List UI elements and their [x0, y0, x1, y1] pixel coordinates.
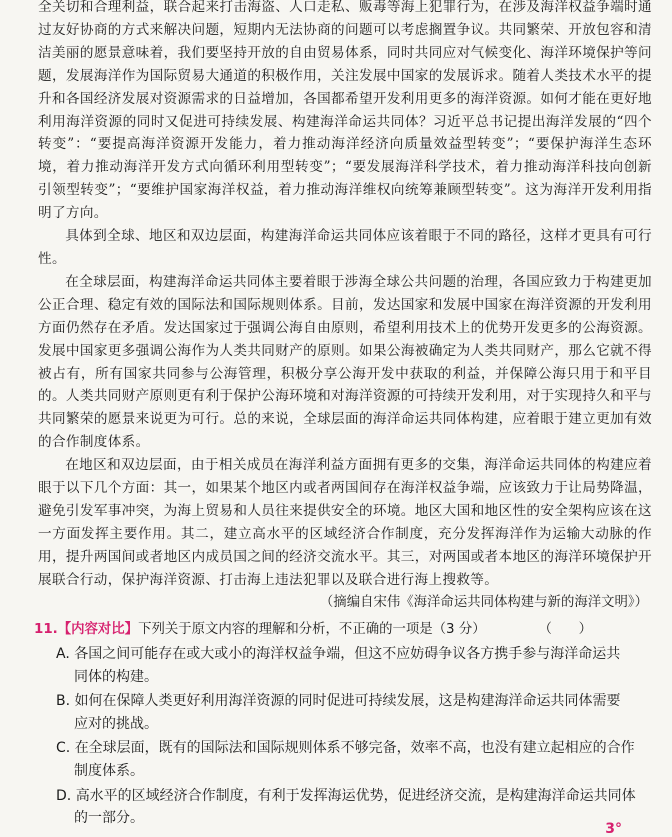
text-line: 在全球层面，构建海洋命运共同体主要着眼于涉海全球公共问题的治理，各国应致力于构建: [65, 273, 625, 290]
option-text-cont: 的一部分。: [74, 810, 144, 827]
text-line: 更加公正合理、稳定有效的国际法和国际规则体系。目前，发达国家和发展中国家在海洋资源的: [38, 273, 652, 313]
text-line: “要保护海洋生态环境，着力推动海洋开发方式向循环利用型转变”；“要发展海洋科学技术，着力: [38, 136, 652, 176]
text-line: 局势降温，避免引发军事冲突，为海上贸易和人员往来提供安全的环境。地区大国和地区性的: [38, 480, 652, 519]
option-label: B.: [56, 693, 75, 710]
text-line: 推动海洋科技向创新引领型转变”；“要维护国家海洋权益，着力推动海洋维权向统筹兼顾型转: [38, 159, 652, 199]
text-line: 建应着眼于以下几个方面：其一，如果某个地区内或者两国间存在海洋权益争端，应该致力于让: [38, 457, 652, 497]
option-label: C.: [56, 740, 75, 757]
paragraph-1: [38, 0, 652, 225]
option-text: 各国之间可能存在或大或小的海洋权益争端，但这不应妨碍争议各方携手参与海洋命运共: [74, 646, 621, 662]
option-d[interactable]: [38, 785, 650, 830]
text-line: 容和清洁美丽的愿景意味着，我们要坚持开放的自由贸易体系，同时共同应对气候变化、海洋环境: [38, 21, 652, 61]
text-line: 的公海资源。发展中国家更多强调公海作为人类共同财产的原则。如果公海被确定为人类共同: [38, 319, 652, 359]
answer-blank[interactable]: （ ）: [538, 622, 592, 637]
option-text: 如何在保障人类更好利用海洋资源的同时促进可持续发展，这是构建海洋命运共同体需要: [74, 693, 621, 710]
option-b[interactable]: [38, 690, 650, 735]
paragraph-2: [38, 225, 652, 271]
paragraph-4: [38, 454, 652, 591]
question-number: 11.: [34, 622, 58, 637]
option-text: 在全球层面，既有的国际法和国际规则体系不够完备，效率不高，也没有建立起相应的合作: [74, 740, 635, 757]
text-line: 开发利用方面仍然存在矛盾。发达国家过于强调公海自由原则，希望利用技术上的优势开发更多: [38, 296, 652, 336]
option-text-cont: 制度体系。: [74, 762, 144, 779]
text-line: 或者本地区的海洋环境保护开展联合行动，保护海洋资源、打击海上违法犯罪以及联合进行海: [38, 548, 652, 588]
text-line: 在地区和双边层面，由于相关成员在海洋利益方面拥有更多的交集，海洋命运共同体的构: [65, 457, 611, 474]
option-text: 高水平的区域经济合作制度，有利于发挥海运优势，促进经济交流，是构建海洋命运共同体: [75, 787, 636, 804]
option-label: D.: [56, 787, 76, 804]
question-stem: 下列关于原文内容的理解和分析，不正确的一项是（3 分）: [138, 622, 486, 637]
text-line: 上搜救等。: [428, 571, 499, 588]
text-line: 变”。这为海洋开发利用指明了方向。: [38, 182, 652, 222]
option-label: A.: [56, 646, 75, 662]
text-line: 利用，对于实现持久和平与共同繁荣的愿景来说更为可行。总的来说，全球层面的海洋命运共同: [38, 388, 652, 428]
text-line: 如何才能在更好地利用海洋资源的同时又促进可持续发展、构建海洋命运共同体？习近平总书记: [38, 90, 652, 130]
source-citation: （摘编自宋伟《海洋命运共同体构建与新的海洋文明》）: [319, 594, 648, 610]
text-line: 体构建，应着眼于建立更加有效的合作制度体系。: [38, 411, 652, 451]
option-text-cont: 同体的构建。: [74, 668, 158, 685]
text-line: 全关切和合理利益，联合起来打击海盗、人口走私、贩毒等海上犯罪行为，在涉及海洋权益争端时: [38, 0, 639, 15]
text-line: 行性。: [38, 228, 652, 267]
option-c[interactable]: [38, 737, 650, 782]
text-line: 安全架构应该在这一方面发挥主要作用。其二，建立高水平的区域经济合作制度，充分发挥海: [38, 502, 652, 542]
text-line: 技术水平的提升和各国经济发展对资源需求的日益增加，各国都希望开发利用更多的海洋资源。: [38, 67, 652, 107]
question-tag: 【内容对比】: [57, 622, 139, 637]
text-line: 障公海只用于和平目的。人类共同财产原则更有利于保护公海环境和对海洋资源的可持续开发: [38, 365, 652, 405]
text-line: 保护等问题，发展海洋作为国际贸易大通道的积极作用，关注发展中国家的发展诉求。随着人类: [38, 44, 652, 84]
question-11: [34, 619, 650, 830]
text-line: 洋作为运输大动脉的作用，提升两国间或者地区内成员国之间的经济交流水平。其三，对两国: [38, 525, 652, 565]
option-text-cont: 应对的挑战。: [74, 715, 158, 732]
text-line: 通过友好协商的方式来解决问题，短期内无法协商的问题可以考虑搁置争议。共同繁荣、开放包: [38, 0, 652, 38]
text-line: 财产，那么它就不得被占有，所有国家共同参与公海管理，积极分享公海开发中获取的利益，并保: [38, 342, 653, 382]
paragraph-3: [38, 271, 652, 454]
corner-mark: 3°: [605, 821, 622, 837]
text-line: 具体到全球、地区和双边层面，构建海洋命运共同体应该着眼于不同的路径，这样才更具有可: [65, 228, 639, 245]
options-list: [38, 643, 650, 830]
text-line: 提出海洋发展的“四个转变”：“要提高海洋资源开发能力，着力推动海洋经济向质量效益型转变”；: [38, 113, 652, 153]
option-a[interactable]: [38, 643, 650, 688]
passage: [38, 0, 652, 614]
question-stem-line: [34, 619, 650, 641]
